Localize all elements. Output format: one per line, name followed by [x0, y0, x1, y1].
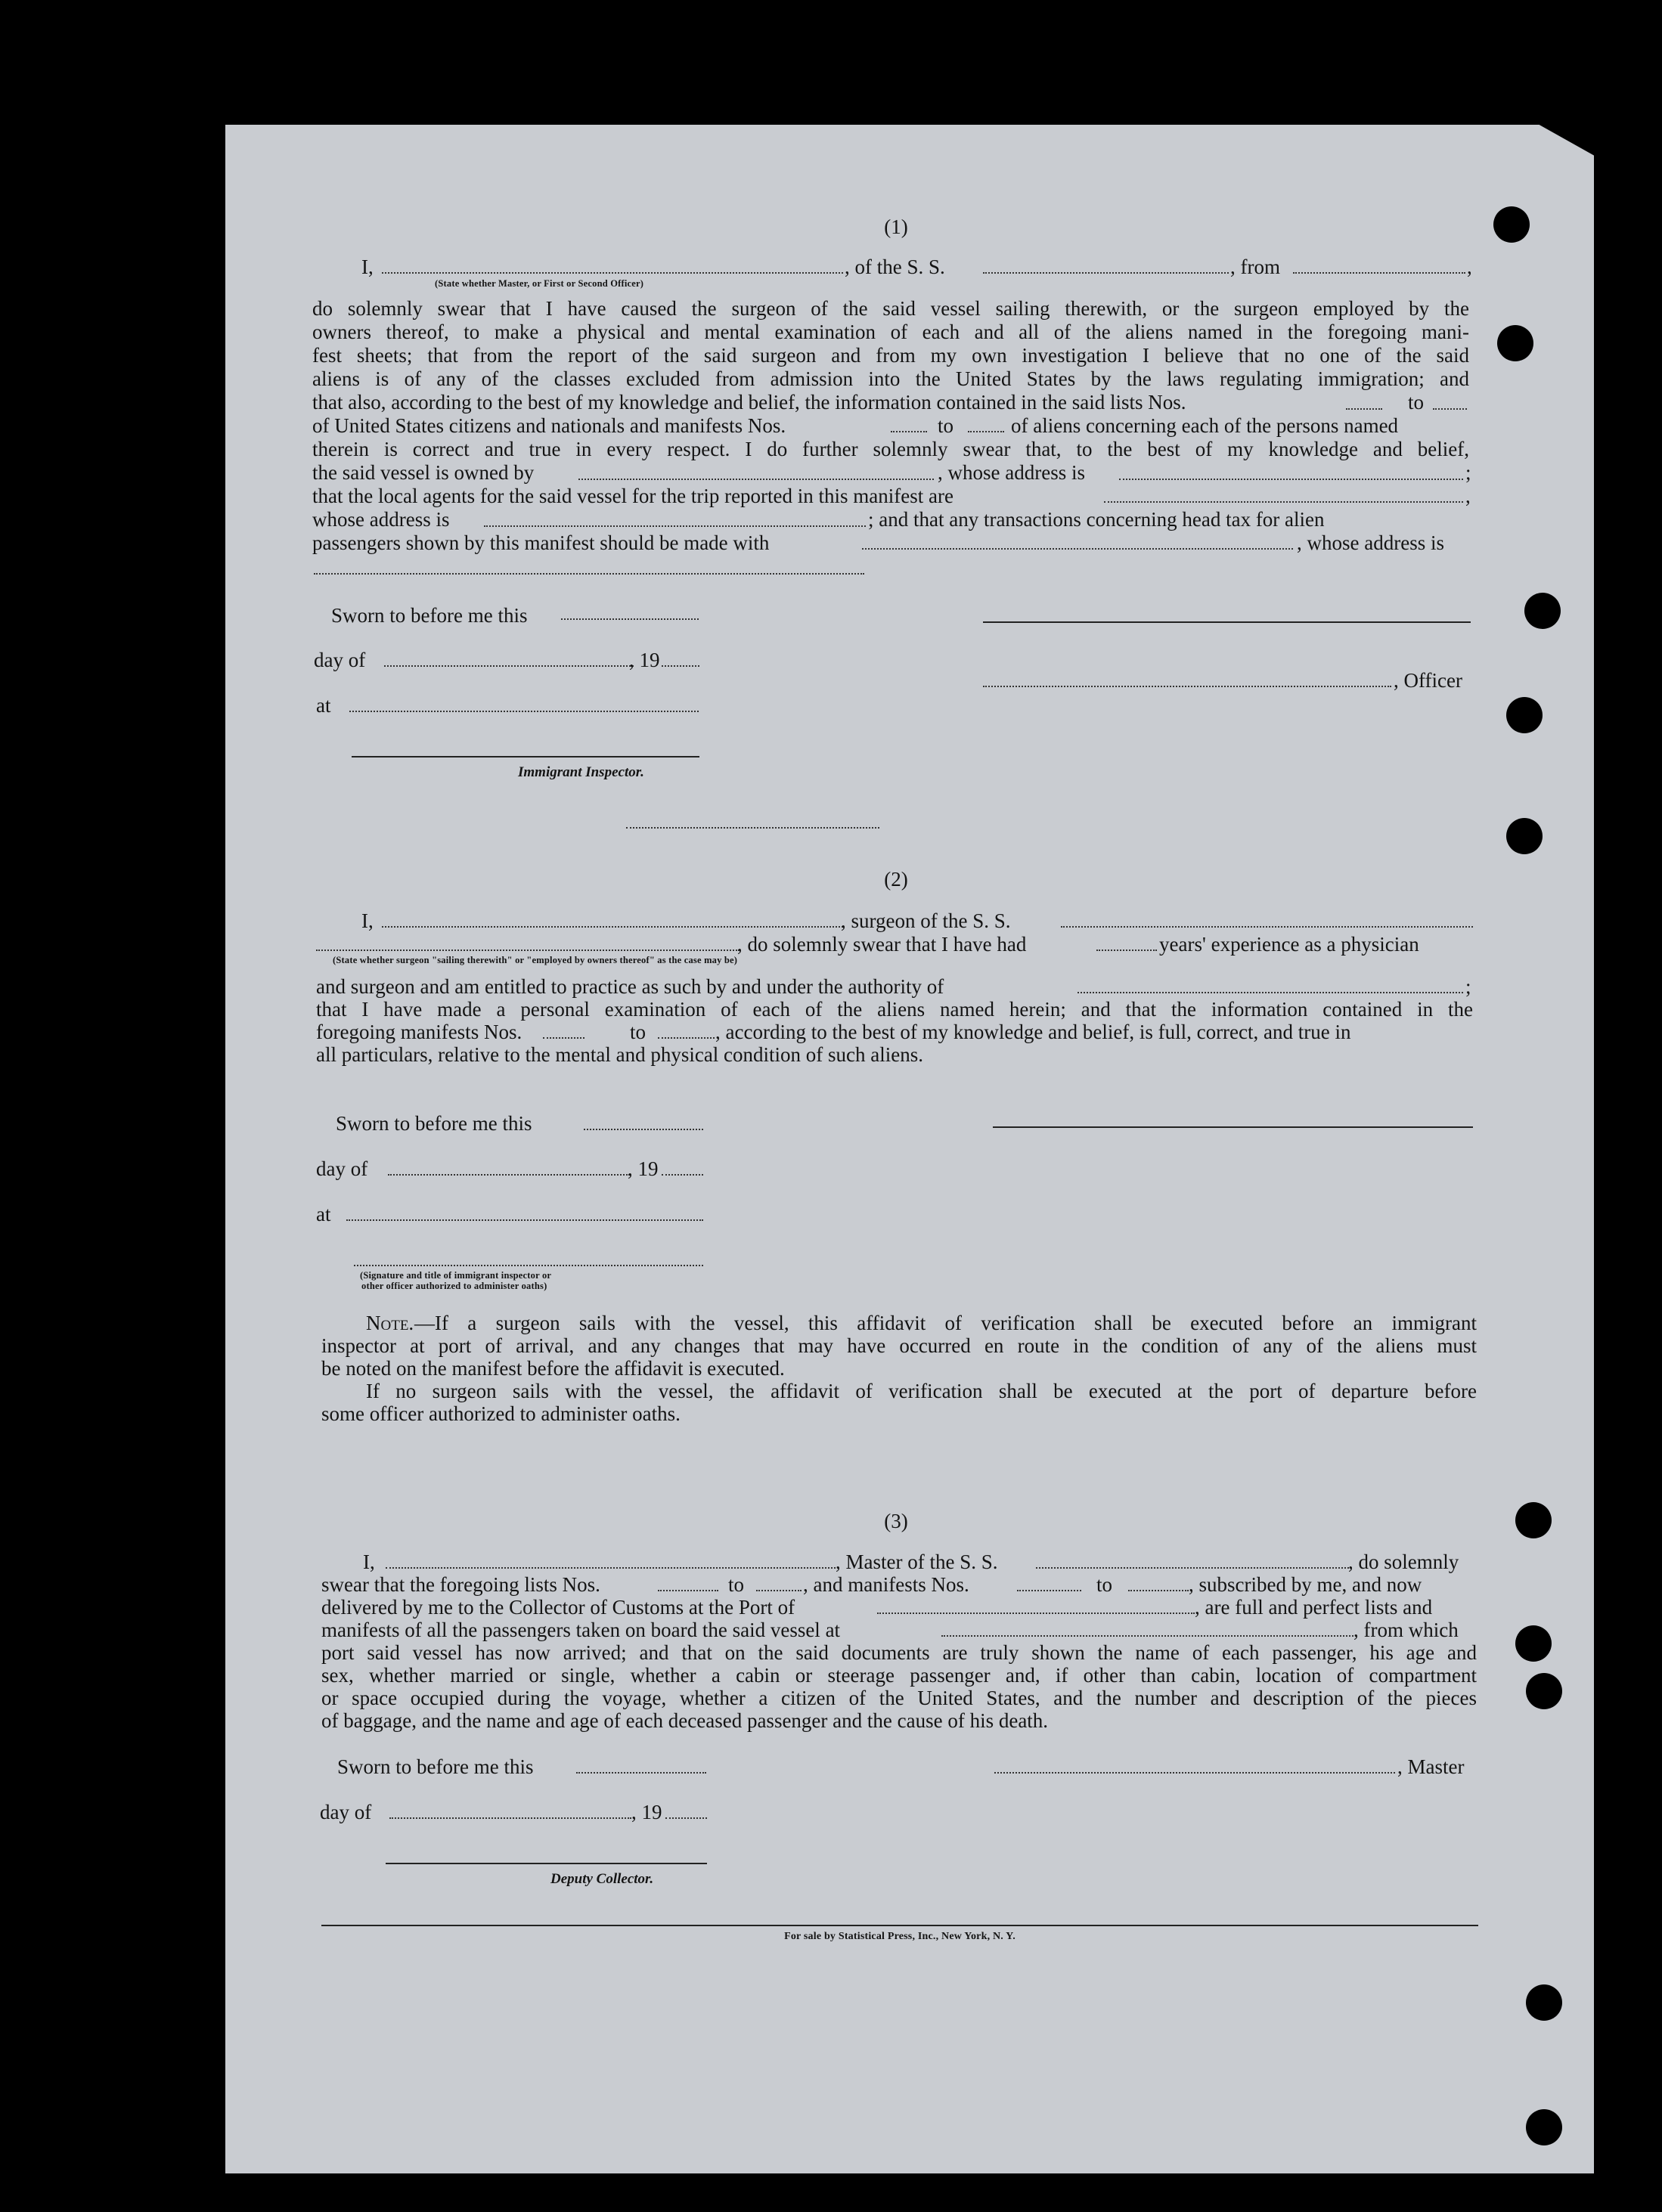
- semicolon: ;: [1465, 975, 1471, 998]
- at-label: at: [316, 1203, 331, 1225]
- oath-text-line: , subscribed by me, and now: [1189, 1573, 1422, 1596]
- section-number: (2): [884, 868, 908, 891]
- punch-hole: [1526, 1673, 1562, 1709]
- note-text-line: some officer authorized to administer oaths.: [321, 1402, 681, 1425]
- year-field[interactable]: [662, 665, 699, 667]
- oath-text-line: all particulars, relative to the mental and physical condition of such aliens.: [316, 1043, 923, 1066]
- punch-hole: [1526, 1984, 1562, 2021]
- sworn-date-field[interactable]: [584, 1129, 703, 1130]
- punch-hole: [1515, 1625, 1552, 1662]
- authority-field[interactable]: [1078, 992, 1463, 993]
- oath-text-line: foregoing manifests Nos.: [316, 1021, 522, 1043]
- punch-hole: [1526, 2109, 1562, 2145]
- manifests-from-field[interactable]: [1017, 1590, 1081, 1591]
- master-name-field[interactable]: [386, 1567, 836, 1569]
- punch-hole: [1506, 697, 1543, 733]
- comma: ,: [1467, 256, 1472, 278]
- sworn-label: Sworn to before me this: [331, 604, 528, 627]
- oath-text-line: of aliens concerning each of the persons named: [1011, 414, 1399, 437]
- local-agents-field[interactable]: [1104, 501, 1463, 503]
- officer-name-field[interactable]: [382, 272, 843, 274]
- oath-text-line: that the local agents for the said vessel for the trip reported in this manifest are: [312, 485, 953, 507]
- to-label: to: [630, 1021, 647, 1043]
- address-label: , whose address is: [938, 461, 1085, 484]
- punch-hole: [1497, 325, 1533, 361]
- owner-field[interactable]: [578, 479, 934, 480]
- day-of-label: day of: [316, 1157, 368, 1180]
- oath-text-line: that I have made a personal examination of each of the aliens named herein; and that the information contained in the: [316, 998, 1473, 1021]
- bottom-rule: [321, 1925, 1478, 1926]
- surgeon-signature-line[interactable]: [993, 1126, 1473, 1128]
- officer-label: , Officer: [1394, 669, 1462, 692]
- sworn-label: Sworn to before me this: [336, 1112, 532, 1135]
- from-port-field[interactable]: [1293, 272, 1465, 274]
- officer-signature-line[interactable]: [983, 621, 1471, 623]
- manifests-from-field[interactable]: [543, 1037, 584, 1039]
- oath-text-line: aliens is of any of the classes excluded from admission into the United States by the laws regulating immigration; and: [312, 367, 1469, 390]
- oath-text-line: fest sheets; that from the report of the said surgeon and from my own investigation I believe that no one of the said: [312, 344, 1469, 367]
- head-tax-address-field[interactable]: [314, 573, 864, 575]
- oath-text-line: passengers shown by this manifest should be made with: [312, 531, 770, 554]
- day-field[interactable]: [389, 1817, 631, 1819]
- day-of-label: day of: [314, 649, 366, 671]
- oath-i-label: I,: [361, 256, 374, 278]
- vessel-name-field[interactable]: [1061, 926, 1473, 928]
- oath-text-line: , are full and perfect lists and: [1195, 1596, 1433, 1619]
- year-label: , 19: [629, 649, 660, 671]
- administering-officer-line[interactable]: [354, 1265, 703, 1266]
- sworn-date-field[interactable]: [576, 1772, 706, 1774]
- punch-hole: [1524, 593, 1561, 629]
- lists-from-field[interactable]: [1346, 408, 1382, 410]
- oath-text-line: manifests of all the passengers taken on board the said vessel at: [321, 1619, 841, 1641]
- embarkation-port-field[interactable]: [941, 1635, 1353, 1637]
- year-label: , 19: [628, 1157, 659, 1180]
- deputy-label: Deputy Collector.: [550, 1871, 654, 1887]
- day-field[interactable]: [388, 1174, 630, 1176]
- oath-text-line: therein is correct and true in every respect. I do further solemnly swear that, to the best of my knowledge and belief,: [312, 438, 1469, 460]
- sworn-label: Sworn to before me this: [337, 1755, 534, 1778]
- oath-text-line: delivered by me to the Collector of Customs at the Port of: [321, 1596, 795, 1619]
- oath-text-line: that also, according to the best of my knowledge and belief, the information contained in the said lists Nos.: [312, 391, 1186, 414]
- surgeon-name-field[interactable]: [382, 926, 843, 928]
- place-field[interactable]: [346, 1219, 703, 1221]
- manifests-to-field[interactable]: [968, 431, 1004, 432]
- oath-text-line: port said vessel has now arrived; and that on the said documents are truly shown the name of each passenger, his age and: [321, 1641, 1477, 1664]
- oath-text-line: , do solemnly swear that I have had: [737, 933, 1027, 956]
- sworn-date-field[interactable]: [561, 618, 699, 620]
- to-label: to: [728, 1573, 745, 1596]
- to-label: to: [1096, 1573, 1113, 1596]
- at-label: at: [316, 694, 331, 717]
- inspector-signature-line[interactable]: [352, 756, 699, 757]
- place-field[interactable]: [349, 711, 699, 712]
- lists-to-field[interactable]: [1433, 408, 1467, 410]
- publisher-footer: For sale by Statistical Press, Inc., New York, N. Y.: [784, 1931, 1015, 1942]
- day-field[interactable]: [384, 665, 634, 667]
- field-note: (State whether surgeon "sailing therewith" or "employed by owners thereof" as the case may be): [333, 955, 738, 965]
- oath-text-line: and surgeon and am entitled to practice as such by and under the authority of: [316, 975, 944, 998]
- note-text-line: inspector at port of arrival, and any changes that may have occurred en route in the condition of any of the aliens must: [321, 1334, 1477, 1357]
- note-text-line: —If a surgeon sails with the vessel, this affidavit of verification shall be executed before an immigrant: [414, 1312, 1477, 1334]
- year-label: , 19: [631, 1801, 662, 1823]
- port-field[interactable]: [877, 1613, 1195, 1614]
- oath-text-line: , and manifests Nos.: [803, 1573, 969, 1596]
- field-note: (State whether Master, or First or Second Officer): [435, 278, 644, 289]
- oath-text-line: , from which: [1353, 1619, 1459, 1641]
- oath-text-line: years' experience as a physician: [1159, 933, 1419, 956]
- lists-to-field[interactable]: [756, 1590, 802, 1591]
- signature-note: (Signature and title of immigrant inspector or: [360, 1270, 552, 1281]
- punch-hole: [1515, 1502, 1552, 1538]
- vessel-name-field[interactable]: [1036, 1567, 1352, 1569]
- year-field[interactable]: [665, 1817, 707, 1819]
- owner-address-field[interactable]: [1119, 479, 1463, 480]
- to-label: to: [938, 414, 954, 437]
- semicolon: ;: [1465, 461, 1471, 484]
- oath-i-label: I,: [363, 1551, 375, 1573]
- note-text-line: If no surgeon sails with the vessel, the affidavit of verification shall be executed at the port of departure before: [366, 1380, 1477, 1402]
- oath-i-label: I,: [361, 909, 374, 932]
- manifests-to-field[interactable]: [658, 1037, 715, 1039]
- oath-text-line: do solemnly swear that I have caused the surgeon of the said vessel sailing therewith, or the surgeon employed by the: [312, 297, 1469, 320]
- oath-text-line: whose address is: [312, 508, 450, 531]
- oath-text-line: the said vessel is owned by: [312, 461, 535, 484]
- years-field[interactable]: [1096, 950, 1157, 951]
- officer-title-field[interactable]: [983, 686, 1391, 687]
- deputy-signature-line[interactable]: [386, 1863, 707, 1864]
- manifests-to-field[interactable]: [1128, 1590, 1189, 1591]
- inspector-label: Immigrant Inspector.: [518, 764, 644, 780]
- section-divider: [626, 827, 879, 829]
- oath-text-line: ; and that any transactions concerning head tax for alien: [868, 508, 1325, 531]
- section-number: (3): [884, 1510, 908, 1532]
- comma: ,: [1465, 485, 1471, 507]
- from-label: , from: [1230, 256, 1280, 278]
- note-text-line: be noted on the manifest before the affidavit is executed.: [321, 1357, 785, 1380]
- oath-text-line: of baggage, and the name and age of each deceased passenger and the cause of his death.: [321, 1709, 1049, 1732]
- section-number: (1): [884, 215, 908, 238]
- punch-hole: [1493, 206, 1530, 243]
- head-tax-party-field[interactable]: [862, 548, 1293, 550]
- vessel-name-field[interactable]: [983, 272, 1229, 274]
- oath-text-line: , do solemnly: [1348, 1551, 1459, 1573]
- day-of-label: day of: [320, 1801, 372, 1823]
- oath-text-line: swear that the foregoing lists Nos.: [321, 1573, 600, 1596]
- master-label: , Master of the S. S.: [836, 1551, 998, 1573]
- oath-text-line: of United States citizens and nationals and manifests Nos.: [312, 414, 786, 437]
- surgeon-label: , surgeon of the S. S.: [841, 909, 1011, 932]
- punch-hole: [1506, 818, 1543, 854]
- lists-from-field[interactable]: [658, 1590, 718, 1591]
- note-label: Note.: [366, 1312, 414, 1334]
- surgeon-status-field[interactable]: [316, 950, 740, 951]
- oath-text-line: sex, whether married or single, whether a cabin or steerage passenger and, if other than cabin, location of compartment: [321, 1664, 1477, 1687]
- year-field[interactable]: [662, 1174, 703, 1176]
- oath-text-line: or space occupied during the voyage, whether a citizen of the United States, and the number and description of the pieces: [321, 1687, 1477, 1709]
- oath-text-line: , according to the best of my knowledge and belief, is full, correct, and true in: [715, 1021, 1351, 1043]
- to-label: to: [1408, 391, 1425, 414]
- manifests-from-field[interactable]: [891, 431, 927, 432]
- vessel-label: , of the S. S.: [845, 256, 945, 278]
- address-label: , whose address is: [1297, 531, 1444, 554]
- agents-address-field[interactable]: [484, 525, 866, 527]
- signature-note: other officer authorized to administer oaths): [361, 1281, 547, 1291]
- master-signature-field[interactable]: [994, 1772, 1395, 1774]
- oath-text-line: owners thereof, to make a physical and mental examination of each and all of the aliens named in the foregoing mani-: [312, 321, 1469, 343]
- master-title-label: , Master: [1397, 1755, 1465, 1778]
